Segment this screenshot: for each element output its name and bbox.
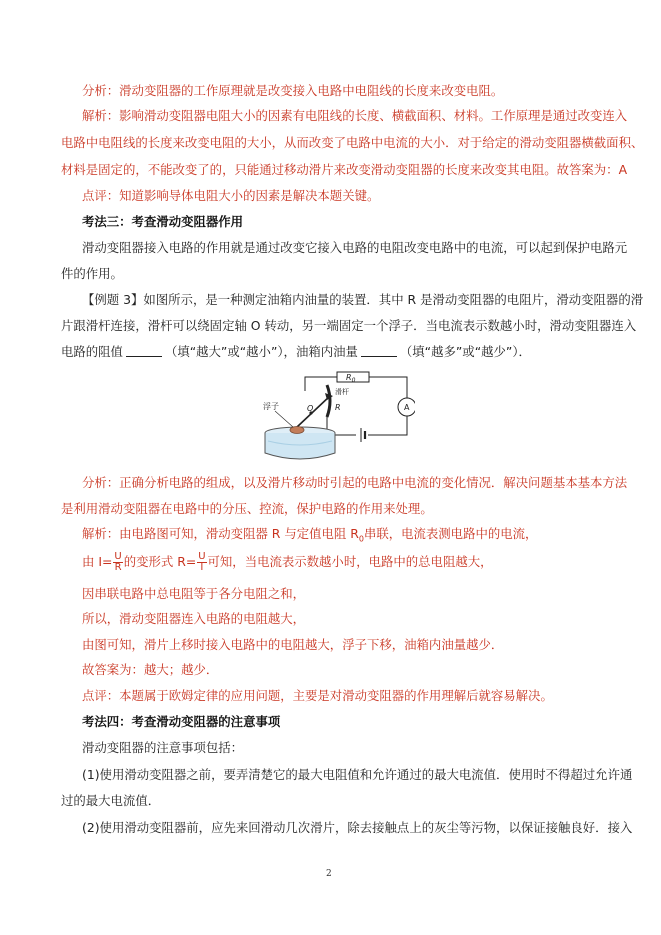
lever-arm	[297, 395, 331, 427]
method-3-intro-2: 件的作用。	[61, 266, 123, 281]
s3-analysis-line-2: 是利用滑动变阻器在电路中的分压、控流，保护电路的作用来处理。	[61, 501, 433, 516]
method-4-heading: 考法四：考查滑动变阻器的注意事项	[82, 714, 281, 729]
s3-solution-line-1	[82, 525, 537, 548]
s3-answer: 故答案为：越大；越少．	[82, 662, 219, 677]
float-label: 浮子	[263, 402, 279, 411]
solution-text: 由 I=	[82, 554, 113, 569]
answer-blank-2	[361, 344, 397, 357]
rheostat-arc	[327, 385, 330, 417]
oil-tank-body	[265, 433, 335, 459]
solution-line-1: 解析：影响滑动变阻器电阻大小的因素有电阻线的长度、横截面积、材料。工作原理是通过改变连入	[82, 108, 628, 123]
question-text: （填“越大”或“越小”），油箱内油量	[164, 344, 358, 359]
example-3-line-1: 【例题 3】如图所示，是一种测定油箱内油量的装置．其中 R 是滑动变阻器的电阻片，滑动变阻器的滑	[82, 292, 644, 307]
example-3-line-2: 片跟滑杆连接，滑杆可以绕固定轴 O 转动，另一端固定一个浮子．当电流表示数越小时，滑动变阻器连入	[61, 318, 637, 333]
s3-solution-line-4: 所以，滑动变阻器连入电路的电阻越大，	[82, 611, 306, 626]
method-4-item-2a: (2)使用滑动变阻器前，应先来回滑动几次滑片，除去接触点上的灰尘等污物，以保证接触良好．接入	[82, 820, 633, 835]
method-4-item-1a: (1)使用滑动变阻器之前，要弄清楚它的最大电阻值和允许通过的最大电流值．使用时不得超过允许通	[82, 767, 633, 782]
solution-line-3: 材料是固定的，不能改变了的，只能通过移动滑片来改变滑动变阻器的长度来改变其电阻。故答案为：A	[61, 162, 628, 177]
s3-analysis-line-1: 分析：正确分析电路的组成，以及滑片移动时引起的电路中电流的变化情况．解决问题基本基本方法	[82, 475, 628, 490]
solution-text: 可知，当电流表示数越小时，电路中的总电阻越大，	[207, 554, 493, 569]
method-3-heading: 考法三：考查滑动变阻器作用	[82, 214, 244, 229]
solution-text: 解析：由电路图可知，滑动变阻器 R 与定值电阻 R	[82, 526, 359, 541]
fraction-u-over-i: $\frac{U}{I}$	[198, 551, 206, 573]
method-4-intro: 滑动变阻器的注意事项包括：	[82, 740, 244, 755]
s3-comment: 点评：本题属于欧姆定律的应用问题，主要是对滑动变阻器的作用理解后就容易解决。	[82, 688, 553, 703]
answer-blank-1	[126, 344, 162, 357]
analysis-text: 分析：滑动变阻器的工作原理就是改变接入电路中电阻线的长度来改变电阻。	[82, 83, 504, 98]
page-number: 2	[326, 869, 332, 879]
question-text: （填“越多”或“越少”）．	[399, 344, 531, 359]
fraction-u-over-r: $\frac{U}{R}$	[114, 551, 122, 573]
solution-text: 的变形式 R=	[123, 554, 197, 569]
s3-solution-line-5: 由图可知，滑片上移时接入电路中的电阻越大，浮子下移，油箱内油量越少．	[82, 637, 504, 652]
comment-text: 点评：知道影响导体电阻大小的因素是解决本题关键。	[82, 188, 380, 203]
r0-label: $R_0$	[346, 373, 356, 384]
s3-solution-line-2	[82, 552, 493, 573]
pivot-label: O	[307, 404, 314, 413]
rheostat-label: R	[335, 403, 341, 412]
s3-solution-line-3: 因串联电路中总电阻等于各分电阻之和，	[82, 586, 306, 601]
float	[290, 427, 304, 434]
method-3-intro-1: 滑动变阻器接入电路的作用就是通过改变它接入电路的电阻改变电路中的电流，可以起到保护电路元	[82, 240, 628, 255]
method-4-item-1b: 过的最大电流值．	[61, 793, 161, 808]
oil-gauge-circuit-figure	[255, 369, 415, 465]
ammeter-label: A	[404, 403, 410, 412]
solution-text: 串联，电流表测电路中的电流，	[363, 526, 538, 541]
solution-line-2: 电路中电阻线的长度来改变电阻的大小，从而改变了电路中电流的大小．对于给定的滑动变阻器横截面积、	[61, 135, 644, 150]
lever-label: 滑杆	[335, 388, 349, 396]
example-3-line-3	[61, 343, 531, 361]
question-text: 电路的阻值	[61, 344, 123, 359]
subscript: 0	[358, 534, 364, 544]
